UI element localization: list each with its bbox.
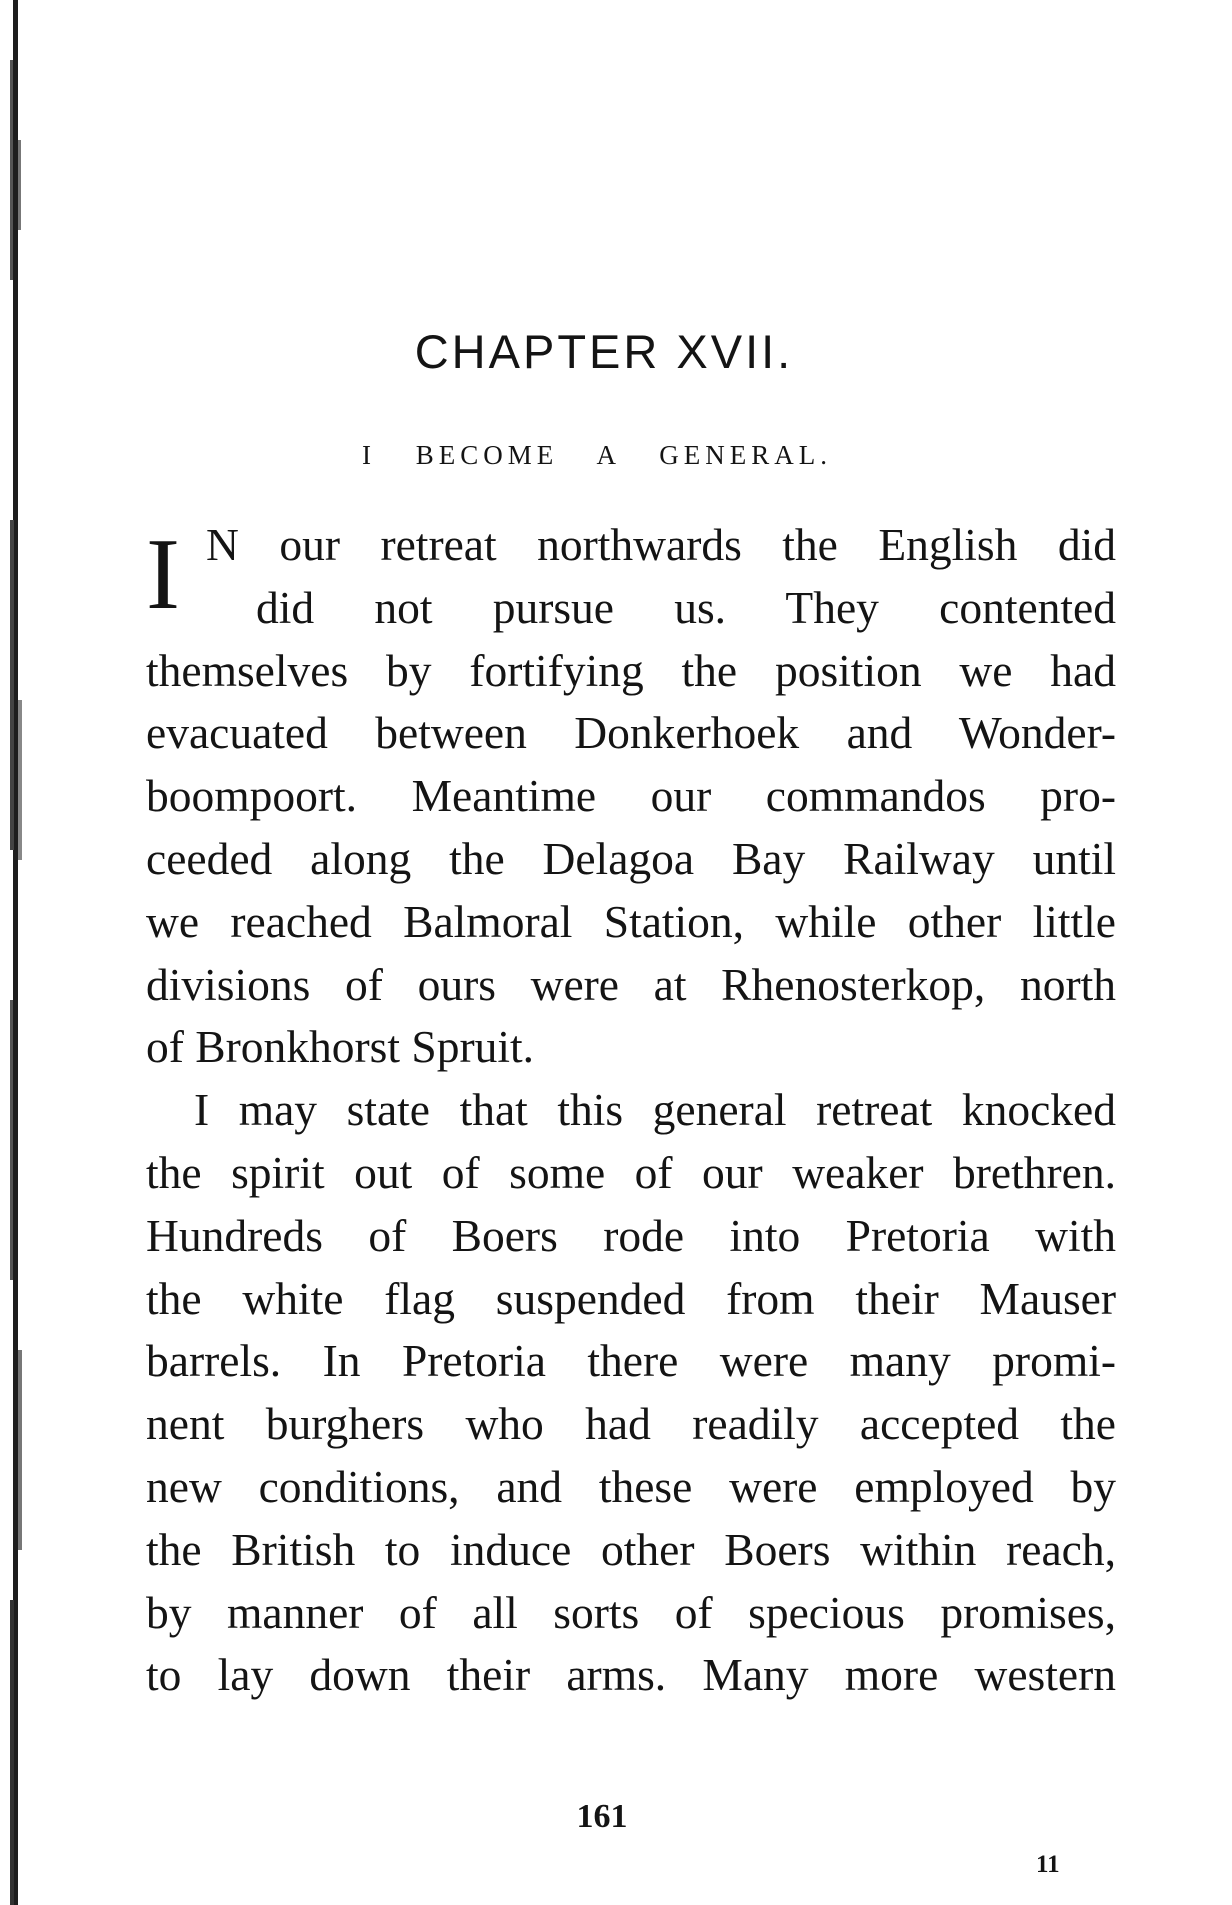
text-line: Hundreds of Boers rode into Pretoria with	[146, 1209, 1116, 1261]
body-text	[146, 514, 1116, 1707]
paragraph-1	[146, 514, 1116, 1079]
text-line: I N our retreat northwards the English did	[146, 518, 1116, 631]
text-line: new conditions, and these were employed by	[146, 1460, 1116, 1512]
chapter-heading: CHAPTER XVII.	[414, 325, 794, 378]
text-line: of Bronkhorst Spruit.	[146, 1021, 535, 1073]
paragraph-2	[146, 1079, 1116, 1707]
chapter-title: I BECOME A GENERAL.	[361, 440, 832, 470]
text-line: the white flag suspended from their Mauser	[146, 1272, 1116, 1324]
text-line: the spirit out of some of our weaker brethren.	[146, 1146, 1116, 1198]
text-line: did not pursue us. They contented	[256, 581, 1116, 633]
text-line: we reached Balmoral Station, while other little	[146, 895, 1116, 947]
text-line: divisions of ours were at Rhenosterkop, north	[146, 958, 1116, 1010]
text-line: themselves by fortifying the position we had	[146, 644, 1116, 696]
scanned-gutter-edge	[10, 0, 24, 1905]
book-page	[146, 0, 1116, 1905]
text-line: evacuated between Donkerhoek and Wonder-	[146, 707, 1116, 759]
text-line: boompoort. Meantime our commandos pro-	[146, 770, 1116, 822]
text-line: I may state that this general retreat knocked	[194, 1084, 1116, 1136]
text-line: barrels. In Pretoria there were many promi-	[146, 1335, 1116, 1387]
text-line: by manner of all sorts of specious promises,	[146, 1586, 1116, 1638]
text-line: ceeded along the Delagoa Bay Railway until	[146, 832, 1116, 884]
page-number: 161	[576, 1798, 628, 1835]
drop-cap: I	[146, 518, 180, 631]
text-line: to lay down their arms. Many more western	[146, 1649, 1116, 1701]
signature-mark: 11	[1036, 1851, 1060, 1878]
text-line: nent burghers who had readily accepted the	[146, 1398, 1116, 1450]
text-line: the British to induce other Boers within reach,	[146, 1523, 1116, 1575]
